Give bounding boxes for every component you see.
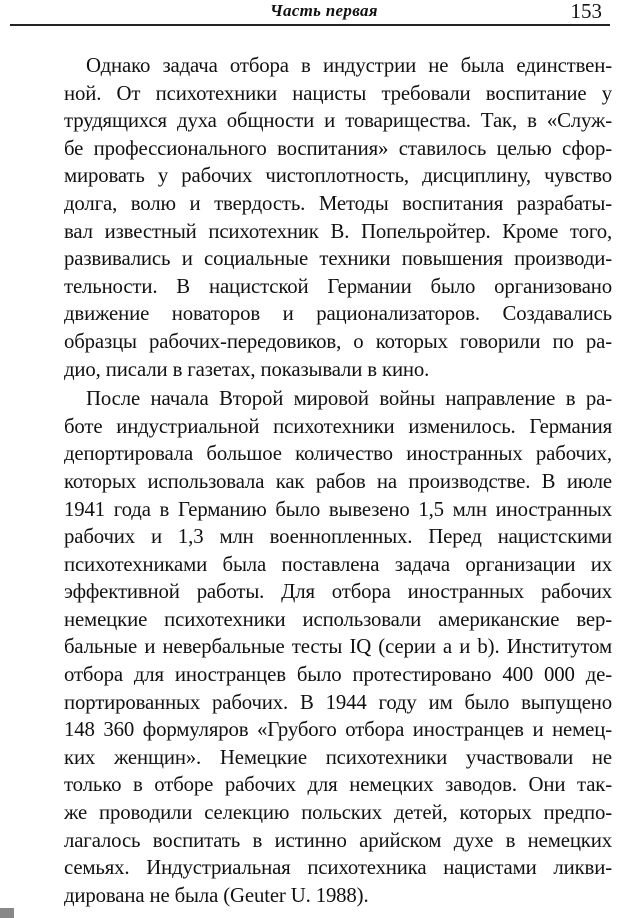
text-line: боте индустриальной психотехники изменилось. Германия [64,414,612,438]
text-line: После начала Второй мировой войны направление в ра- [86,387,612,411]
body-text [64,52,612,909]
paragraph-1 [64,52,612,383]
text-line: бе профессионального воспитания» ставилось целью сфор- [64,136,612,160]
text-line: которых использовала как рабов на производстве. В июле [64,469,612,493]
text-line: 1941 года в Германию было вывезено 1,5 млн иностранных [64,497,612,521]
text-line: бальные и невербальные тесты IQ (серии a и b). Институтом [64,635,612,659]
text-line: трудящихся духа общности и товарищества. Так, в «Служ- [64,109,612,133]
text-line: психотехниками была поставлена задача организации их [64,552,612,576]
text-line: только в отборе рабочих для немецких заводов. Они так- [64,773,612,797]
text-line: семьях. Индустриальная психотехника нацистами ликви- [64,856,612,880]
text-line: вал известный психотехник В. Попельройтер. Кроме того, [64,219,612,243]
text-line: тельности. В нацистской Германии было организовано [64,274,612,298]
text-line: же проводили селекцию польских детей, которых предпо- [64,801,612,825]
scan-artifact [0,908,14,918]
text-line: портированных рабочих. В 1944 году им было выпущено [64,690,612,714]
text-line: 148 360 формуляров «Грубого отбора иностранцев и немец- [64,718,612,742]
text-line: мировать у рабочих чистоплотность, дисциплину, чувство [64,164,612,188]
text-line: Однако задача отбора в индустрии не была единствен- [86,54,612,77]
text-line: немецкие психотехники использовали американские вер- [64,607,612,631]
text-line: долга, волю и твердость. Методы воспитания разрабаты- [64,191,612,215]
text-line: развивались и социальные техники повышения производи- [64,247,612,271]
text-line: рабочих и 1,3 млн военнопленных. Перед нацистскими [64,525,612,549]
running-title: Часть первая [270,1,378,20]
paragraph-2 [64,385,612,909]
text-line: дио, писали в газетах, показывали в кино. [64,357,430,381]
text-line: дирована не была (Geuter U. 1988). [64,883,369,907]
text-line: движение новаторов и рационализаторов. Создавались [64,302,612,326]
text-line: эффективной работы. Для отбора иностранных рабочих [64,580,612,604]
running-header [10,0,610,26]
text-line: лагалось воспитать в истинно арийском духе в немецких [64,828,612,852]
text-line: отбора для иностранцев было протестировано 400 000 де- [64,663,612,687]
page-number: 153 [570,0,602,23]
text-line: образцы рабочих-передовиков, о которых говорили по ра- [64,329,612,353]
text-line: депортировала большое количество иностранных рабочих, [64,442,612,466]
text-line: ной. От психотехники нацисты требовали воспитание у [64,81,612,105]
text-line: ких женщин». Немецкие психотехники участвовали не [64,745,612,769]
